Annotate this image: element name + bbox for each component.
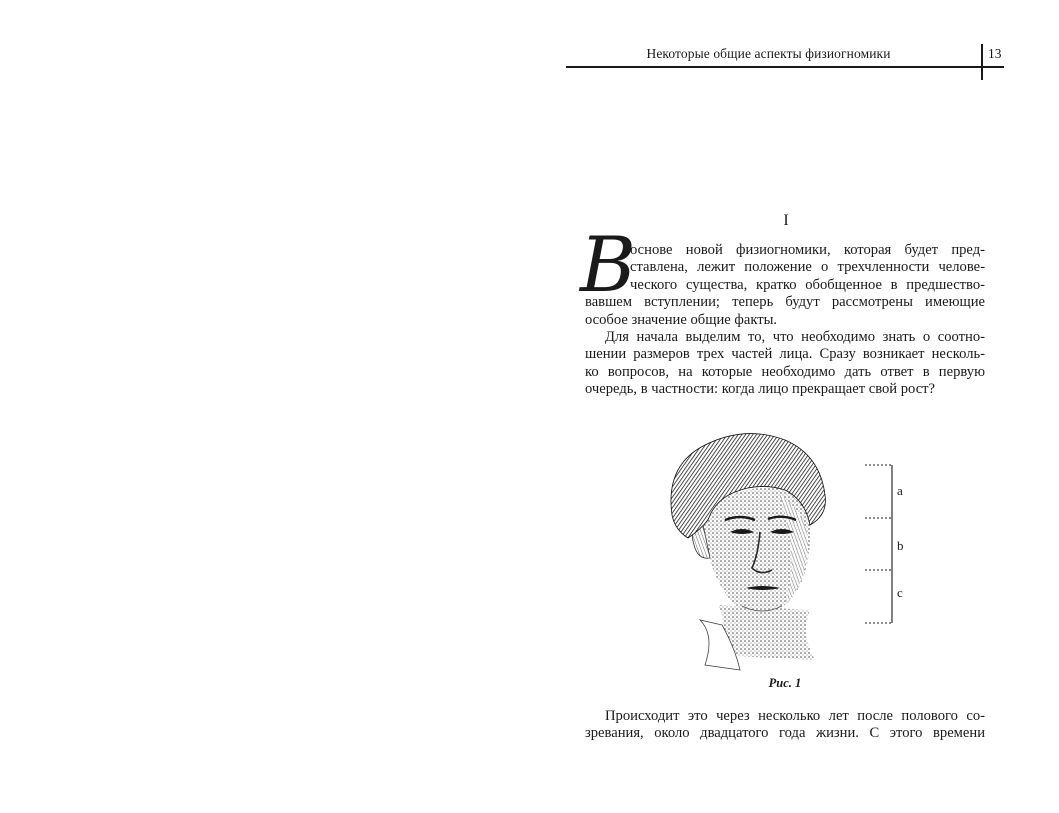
section-numeral: I [783,212,789,229]
header-vertical-rule [981,44,983,80]
measurement-bracket [865,465,892,623]
figure-caption: Рис. 1 [768,676,802,690]
text-line: шении размеров трех частей лица. Сразу возникает несколь- [585,346,985,363]
page-number: 13 [988,46,1002,61]
portrait-figure [660,420,920,675]
drop-cap: В [580,220,636,309]
text-line: зревания, около двадцатого года жизни. С этого времени [585,725,985,742]
text-line: особое значение общие факты. [585,311,778,328]
text-line: ко вопросов, на которые необходимо дать ответ в первую [585,363,985,380]
running-header-title: Некоторые общие аспекты физиогномики [646,46,891,61]
text-line: Происходит это через несколько лет после полового со- [605,708,985,724]
segment-label-c: c [897,585,903,600]
paragraph-2 [585,329,985,399]
text-line: Для начала выделим то, что необходимо знать о соотно- [605,329,985,345]
segment-label-a: a [897,483,903,498]
header-rule [566,66,1004,68]
paragraph-1 [585,242,985,329]
segment-label-b: b [897,538,904,553]
text-line: ческого существа, кратко обобщенное в предшество- [630,276,985,293]
text-line: очередь, в частности: когда лицо прекращает свой рост? [585,381,936,398]
paragraph-3 [585,708,985,743]
text-line: основе новой физиогномики, которая будет пред- [630,242,985,258]
text-line: ставлена, лежит положение о трехчленности челове- [630,259,985,276]
text-line: вавшем вступлении; теперь будут рассмотрены имеющие [585,294,985,311]
